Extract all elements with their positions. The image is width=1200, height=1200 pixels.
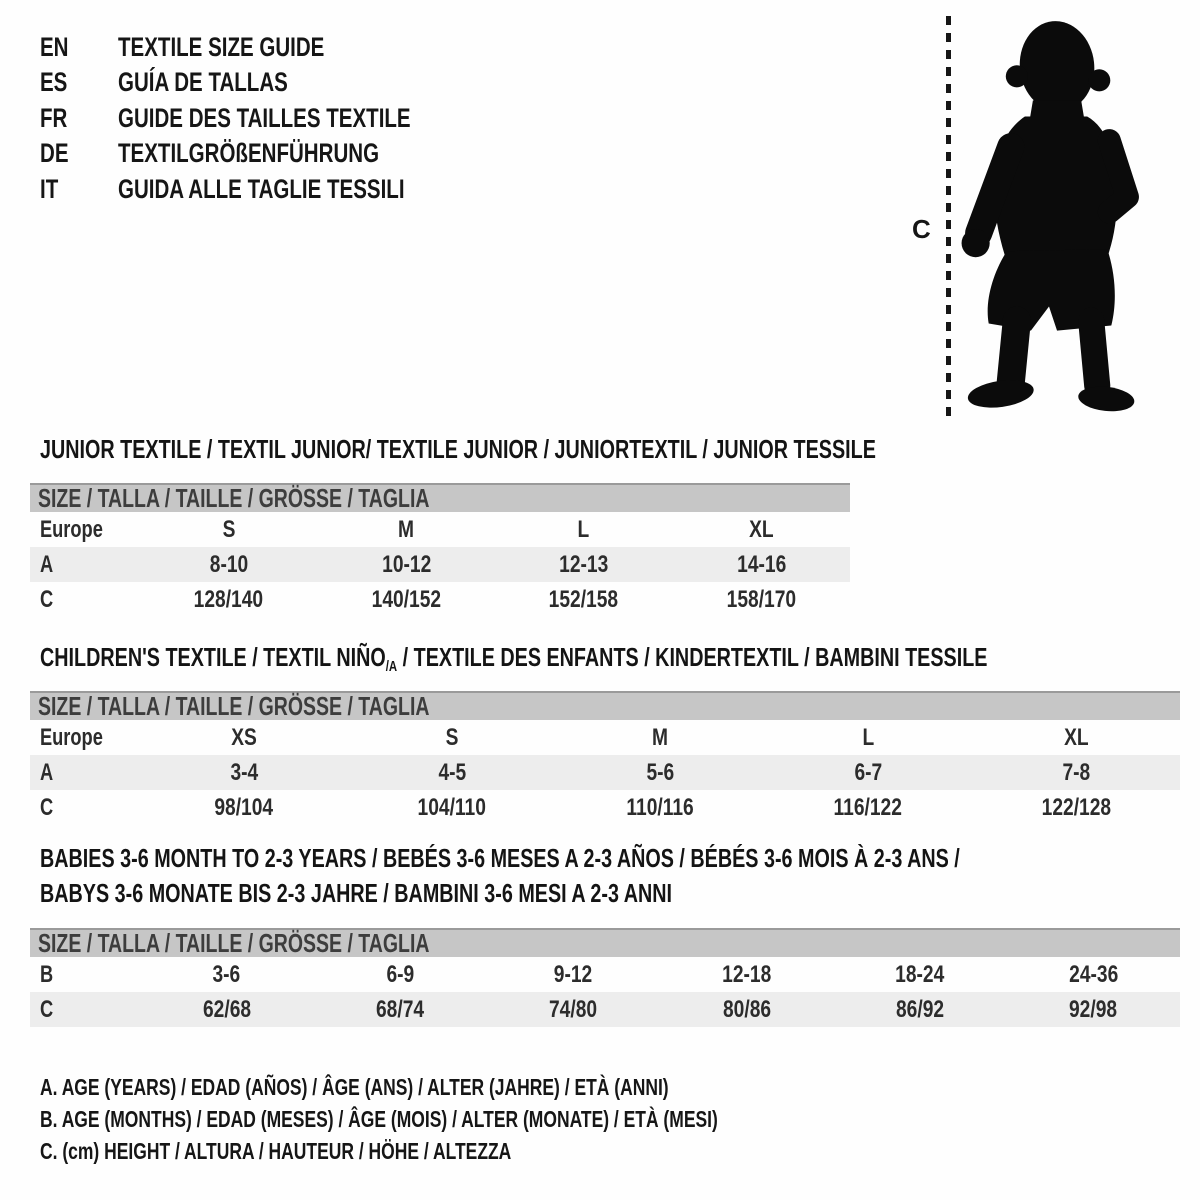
babies-row-b <box>30 957 1180 992</box>
table-cell: 18-24 <box>895 960 945 988</box>
legend-line-c: C. (cm) HEIGHT / ALTURA / HAUTEUR / HÖHE / ALTEZZA <box>40 1138 512 1164</box>
language-label: TEXTILE SIZE GUIDE <box>118 32 325 62</box>
table-cell: 10-12 <box>381 550 431 578</box>
children-row-c <box>30 790 1180 825</box>
language-label: GUIDA ALLE TAGLIE TESSILI <box>118 174 405 204</box>
table-cell: 152/158 <box>549 585 619 613</box>
table-cell: 80/86 <box>722 995 771 1023</box>
language-label: TEXTILGRÖßENFÜHRUNG <box>118 138 380 168</box>
baby-silhouette <box>958 14 1140 416</box>
row-label: Europe <box>40 723 103 751</box>
column-header: XS <box>231 723 257 751</box>
junior-section-title: JUNIOR TEXTILE / TEXTIL JUNIOR/ TEXTILE JUNIOR / JUNIORTEXTIL / JUNIOR TESSILE <box>40 434 876 464</box>
table-cell: 3-6 <box>212 960 241 988</box>
table-cell: 116/122 <box>833 793 903 821</box>
table-cell: 158/170 <box>726 585 796 613</box>
language-label: GUIDE DES TAILLES TEXTILE <box>118 103 411 133</box>
table-cell: 62/68 <box>202 995 251 1023</box>
table-cell: 12-13 <box>559 550 609 578</box>
table-cell: 86/92 <box>895 995 944 1023</box>
language-row-de <box>40 138 462 169</box>
junior-row-c <box>30 582 850 617</box>
language-row-it <box>40 174 495 205</box>
junior-row-a <box>30 547 850 582</box>
children-section-title: CHILDREN'S TEXTILE / TEXTIL NIÑO/A / TEXTILE DES ENFANTS / KINDERTEXTIL / BAMBINI TESSILE <box>40 642 988 675</box>
column-header: XL <box>1063 723 1089 751</box>
children-header-row <box>30 720 1180 755</box>
language-code: IT <box>40 174 59 204</box>
language-code: FR <box>40 103 68 133</box>
legend-line-a: A. AGE (YEARS) / EDAD (AÑOS) / ÂGE (ANS) / ALTER (JAHRE) / ETÀ (ANNI) <box>40 1074 669 1100</box>
children-size-header-bar: SIZE / TALLA / TAILLE / GRÖSSE / TAGLIA <box>30 691 1180 720</box>
babies-row-c <box>30 992 1180 1027</box>
column-header: S <box>222 515 236 543</box>
table-cell: 8-10 <box>209 550 248 578</box>
row-label: A <box>40 550 54 578</box>
table-cell: 68/74 <box>375 995 425 1023</box>
table-cell: 104/110 <box>417 793 487 821</box>
table-cell: 74/80 <box>549 995 598 1023</box>
babies-section-title-line2: BABYS 3-6 MONATE BIS 2-3 JAHRE / BAMBINI 3-6 MESI A 2-3 ANNI <box>40 878 673 908</box>
language-code: ES <box>40 67 68 97</box>
row-label: B <box>40 960 54 988</box>
table-cell: 128/140 <box>194 585 264 613</box>
column-header: L <box>862 723 874 751</box>
row-label: C <box>40 793 54 821</box>
column-header: M <box>398 515 415 543</box>
table-cell: 12-18 <box>722 960 772 988</box>
row-label: C <box>40 585 54 613</box>
column-header: S <box>445 723 459 751</box>
table-cell: 9-12 <box>554 960 593 988</box>
children-row-a <box>30 755 1180 790</box>
row-label: C <box>40 995 54 1023</box>
legend-line-b: B. AGE (MONTHS) / EDAD (MESES) / ÂGE (MOIS) / ALTER (MONATE) / ETÀ (MESI) <box>40 1106 718 1132</box>
row-label: Europe <box>40 515 103 543</box>
column-header: XL <box>748 515 774 543</box>
table-cell: 14-16 <box>736 550 786 578</box>
table-cell: 92/98 <box>1069 995 1118 1023</box>
junior-header-row <box>30 512 850 547</box>
measure-label-c: C <box>912 214 931 244</box>
language-row-en <box>40 32 390 63</box>
table-cell: 7-8 <box>1062 758 1090 786</box>
column-header: M <box>652 723 668 751</box>
table-cell: 6-9 <box>386 960 414 988</box>
language-row-fr <box>40 103 503 134</box>
language-row-es <box>40 67 342 98</box>
table-cell: 98/104 <box>214 793 274 821</box>
language-code: EN <box>40 32 69 62</box>
row-label: A <box>40 758 54 786</box>
language-label: GUÍA DE TALLAS <box>118 67 288 97</box>
babies-section-title-line1: BABIES 3-6 MONTH TO 2-3 YEARS / BEBÉS 3-6 MESES A 2-3 AÑOS / BÉBÉS 3-6 MOIS À 2-3 ANS / <box>40 843 960 873</box>
table-cell: 140/152 <box>371 585 441 613</box>
table-cell: 6-7 <box>854 758 882 786</box>
table-cell: 110/116 <box>626 793 694 821</box>
junior-size-header-bar: SIZE / TALLA / TAILLE / GRÖSSE / TAGLIA <box>30 483 850 512</box>
column-header: L <box>577 515 590 543</box>
table-cell: 5-6 <box>646 758 674 786</box>
table-cell: 122/128 <box>1041 793 1111 821</box>
title-subscript: /A <box>385 658 398 675</box>
table-cell: 4-5 <box>438 758 466 786</box>
height-measure-dashed-line <box>946 16 951 416</box>
table-cell: 3-4 <box>230 758 258 786</box>
babies-size-header-bar: SIZE / TALLA / TAILLE / GRÖSSE / TAGLIA <box>30 928 1180 957</box>
language-code: DE <box>40 138 69 168</box>
table-cell: 24-36 <box>1068 960 1118 988</box>
